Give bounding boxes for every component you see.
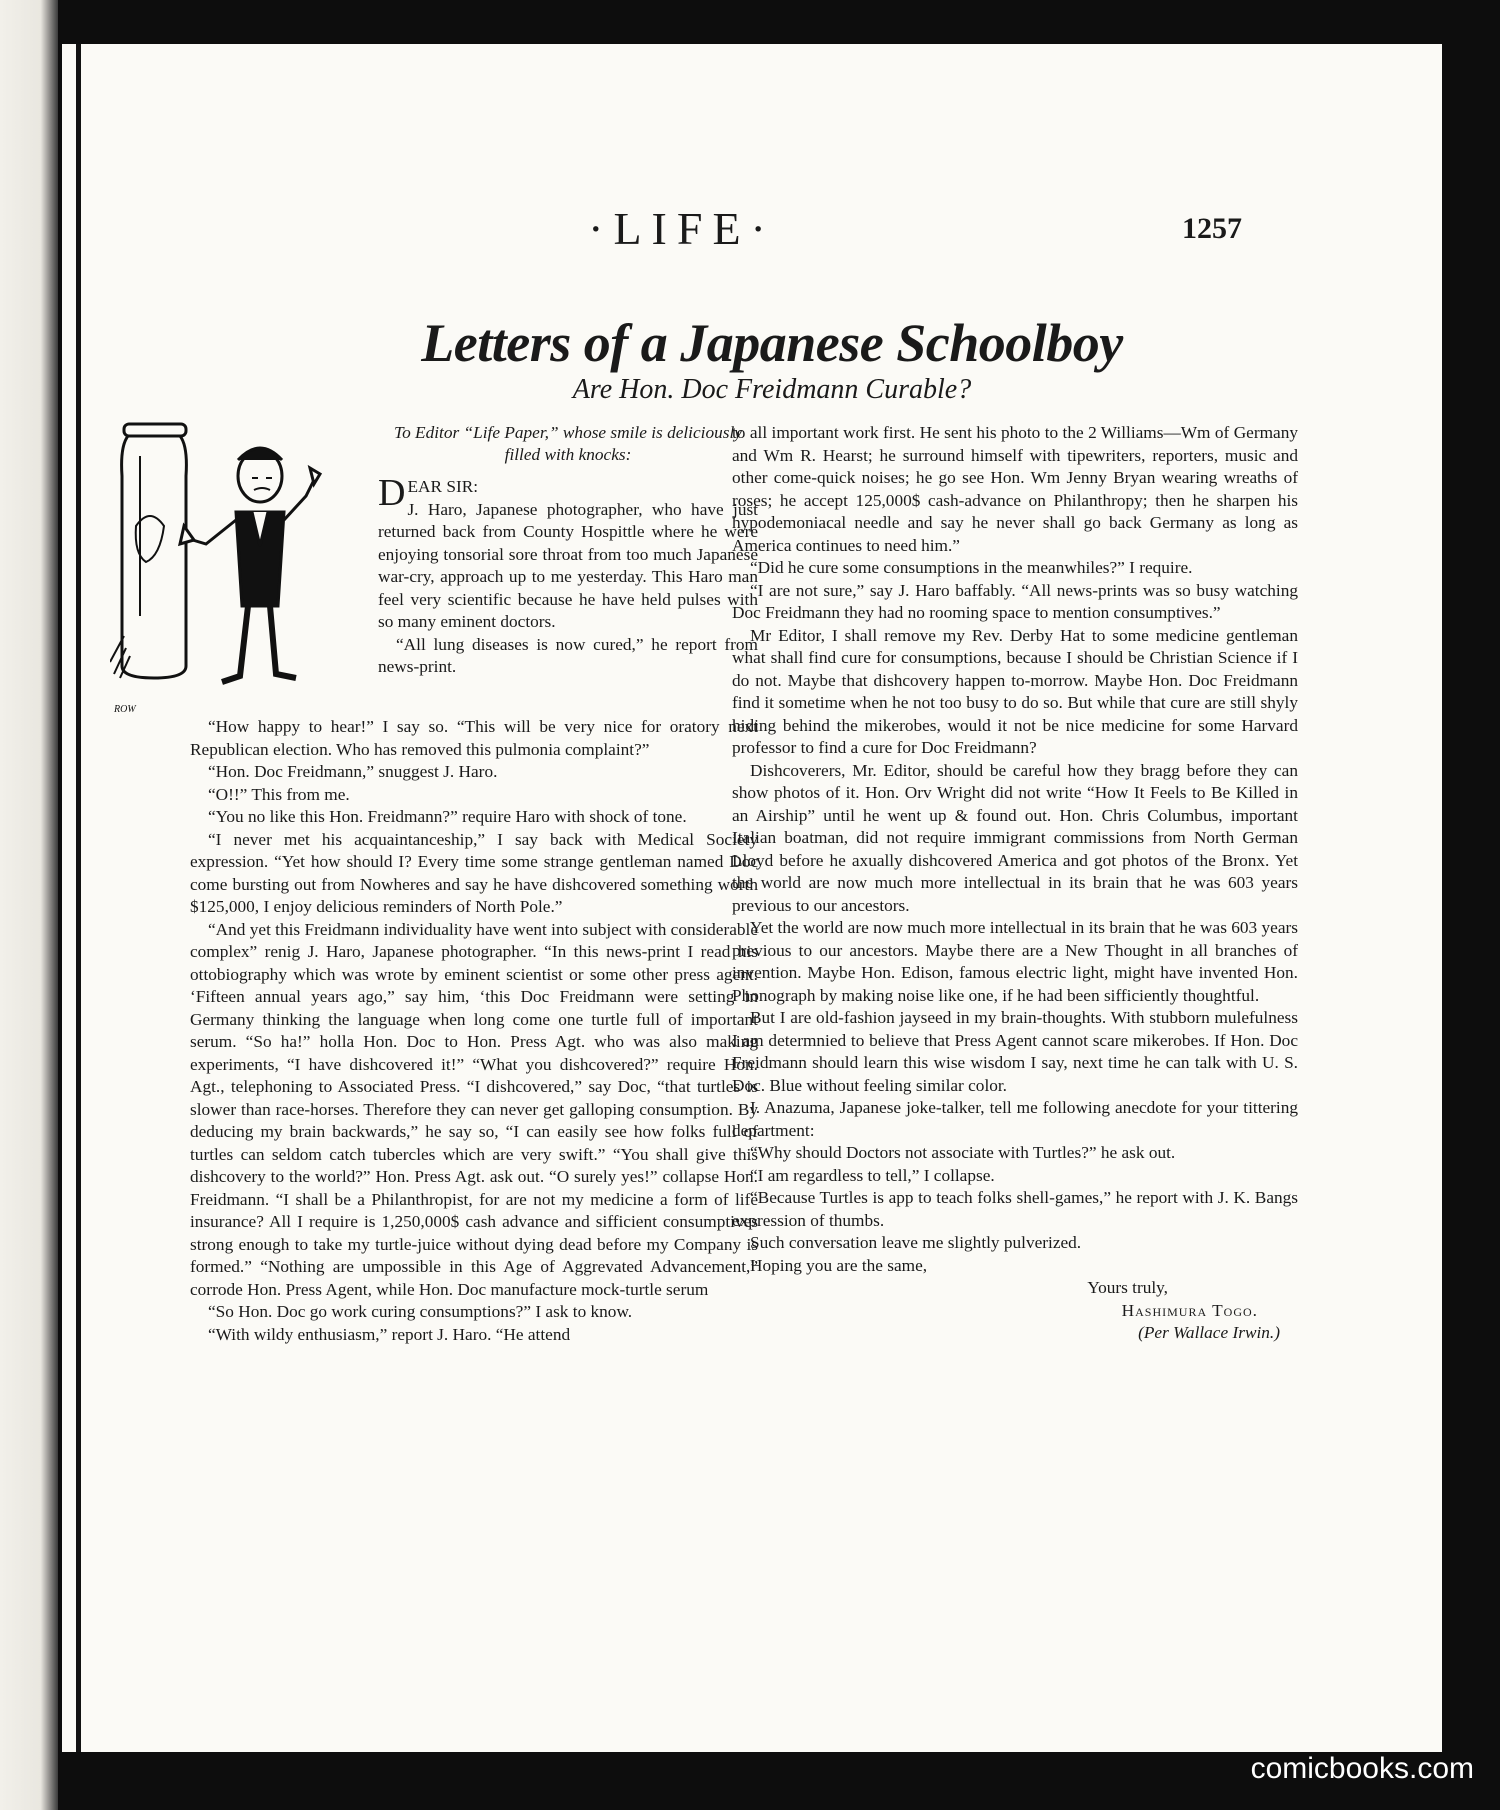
address-line: To Editor “Life Paper,” whose smile is deliciously filled with knocks: [394,423,742,464]
paragraph: “With wildy enthusiasm,” report J. Haro. “He attend [208,1324,571,1344]
paragraph: Mr Editor, I shall remove my Rev. Derby Hat to some medicine gentleman what shall find cure for consumptions, because I should be Christian Science if I do not. Maybe that dishcovery happen to-morrow. Maybe Hon. Doc Freidmann find it sometime when he not too busy to do so. But while that cure are still shyly hiding behind the mikerobes, would it not be nice medicine for some Harvard professor to find a cure for Doc Freidmann? [732,625,1298,757]
cartoon-illustration [110,416,410,726]
right-column [732,422,1298,1345]
paragraph: “Did he cure some consumptions in the meanwhiles?” I require. [750,558,1193,577]
paragraph: “I am regardless to tell,” I collapse. [750,1165,995,1185]
paragraph: “So Hon. Doc go work curing consumptions?” I ask to know. [208,1302,633,1321]
signature: Hashimura Togo. [1121,1300,1258,1320]
paragraph: to all important work first. He sent his photo to the 2 Williams—Wm of Germany and Wm R. Hearst; he surround himself with tipewriters, reporters, music and other come-quick noises; he go see Hon. Wm Jenny Bryan wearing wreaths of roses; he accept 125,000$ cash-advance on Philanthropy; then he sharpen his hypodemoniacal needle and say he never shall go back Germany as long as America continues to need him.” [732,423,1298,555]
intro-block [378,422,758,679]
paragraph: But I are old-fashion jayseed in my brain-thoughts. With stubborn mulefulness I am determnied to believe that Press Agent cannot scare mikerobes. If Hon. Doc Freidmann should learn this wise wisdom I say, next time he can talk with U. S. Doc. Blue without feeling similar color. [732,1008,1298,1095]
paragraph: “Because Turtles is app to teach folks shell-games,” he report with J. K. Bangs expression of thumbs. [732,1188,1298,1230]
paragraph: “I never met his acquaintanceship,” I say back with Medical Society expression. “Yet how should I? Every time some strange gentleman named Doc come bursting out from Nowheres and say he have dishcovered something worth $125,000, I enjoy delicious reminders of North Pole.” [190,829,758,916]
paragraph: Hoping you are the same, [750,1255,928,1275]
masthead-title: ·LIFE· [588,203,776,254]
paragraph: Dishcoverers, Mr. Editor, should be careful how they bragg before they can show photos of it. Hon. Orv Wright did not write “How It Feels to Be Killed in an Airship” until he went up & found out. Hon. Chris Columbus, important Italian boatman, did not require immigrant commissions from North German Lloyd before he axually dishcovered America and got photos of the Bronx. Yet the world are now much more intellectual in its brain that he was 603 years previous to our ancestors. [732,760,1298,915]
specimen-jar [110,424,186,678]
valediction: Yours truly, [1087,1278,1168,1297]
drop-cap: D [378,472,406,514]
paragraph: J. Haro, Japanese photographer, who have just returned back from County Hospittle where he were enjoying tonsorial sore throat from too much Japanese war-cry, approach up to me yesterday. This Haro man feel very scientific because he have held pulses with so many eminent doctors. [378,499,758,631]
schoolboy-figure [180,448,320,682]
article-subtitle: Are Hon. Doc Freidmann Curable? [572,374,972,405]
author-credit: (Per Wallace Irwin.) [1138,1323,1280,1342]
paragraph: “You no like this Hon. Freidmann?” require Haro with shock of tone. [208,807,687,826]
salutation-text: EAR SIR: [407,477,479,496]
paragraph: “And yet this Freidmann individuality have went into subject with considerable complex” renig J. Haro, Japanese photographer. “In this news-print I read his ottobiography which was wrote by eminent scientist or some other press agent. ‘Fifteen annual years ago,” say him, ‘this Doc Freidmann were setting in Germany thinking the language when long come one turtle full of important serum. “So ha!” holla Hon. Doc to Hon. Press Agt. who was also making experiments, “I have dishcovered it!” “What you dishcovered?” require Hon. Agt., telephoning to Associated Press. “I dishcovered,” say Doc, “that turtles is slower than race-horses. Therefore they can never get galloping consumption. By deducing my brain backwards,” he say so, “I can easily see how folks full of turtles can seldom catch tubercles which are very swift.” “You shall give this dishcovery to the world?” Hon. Press Agt. ask out. “O surely yes!” collapse Hon. Freidmann. “I shall be a Philanthropist, for are not my medicine a form of life insurance? All I require is 1,250,000$ cash advance and sifficient consumptives strong enough to take my turtle-juice without dying dead before my Company is formed.” “Nothing are umpossible in this Age of Aggrevated Advancement,” corrode Hon. Press Agent, while Hon. Doc manufacture mock-turtle serum [190,919,759,1299]
paragraph: “How happy to hear!” I say so. “This will be very nice for oratory next Republican election. Who has removed this pulmonia complaint?” [190,717,758,759]
paragraph: “O!!” This from me. [208,784,350,804]
site-watermark: comicbooks.com [1250,1752,1474,1785]
page-number: 1257 [1182,212,1242,245]
paragraph: “I are not sure,” say J. Haro baffably. “All news-prints was so busy watching Doc Freidmann they had no rooming space to mention consumptives.” [732,580,1298,622]
paragraph: “Hon. Doc Freidmann,” snuggest J. Haro. [208,762,498,781]
scan-edge [0,0,58,1810]
paragraph: I. Anazuma, Japanese joke-talker, tell me following anecdote for your tittering department: [732,1098,1298,1140]
article-title: Letters of a Japanese Schoolboy [421,313,1123,373]
left-column [190,716,758,1346]
paragraph: “Why should Doctors not associate with Turtles?” he ask out. [750,1143,1176,1162]
salutation [378,472,758,514]
paragraph: Such conversation leave me slightly pulverized. [750,1233,1082,1252]
paragraph: “All lung diseases is now cured,” he report from news-print. [378,634,758,676]
magazine-page [62,44,1442,1752]
paragraph: Yet the world are now much more intellectual in its brain that he was 603 years previous to our ancestors. Maybe there are a New Thought in all branches of invention. Maybe Hon. Edison, famous electric light, might have invented Hon. Phonograph by making noise like one, if he had been sifficiently thoughtful. [732,918,1298,1005]
artist-mark: ROW [114,704,136,715]
binding-line [76,44,81,1752]
